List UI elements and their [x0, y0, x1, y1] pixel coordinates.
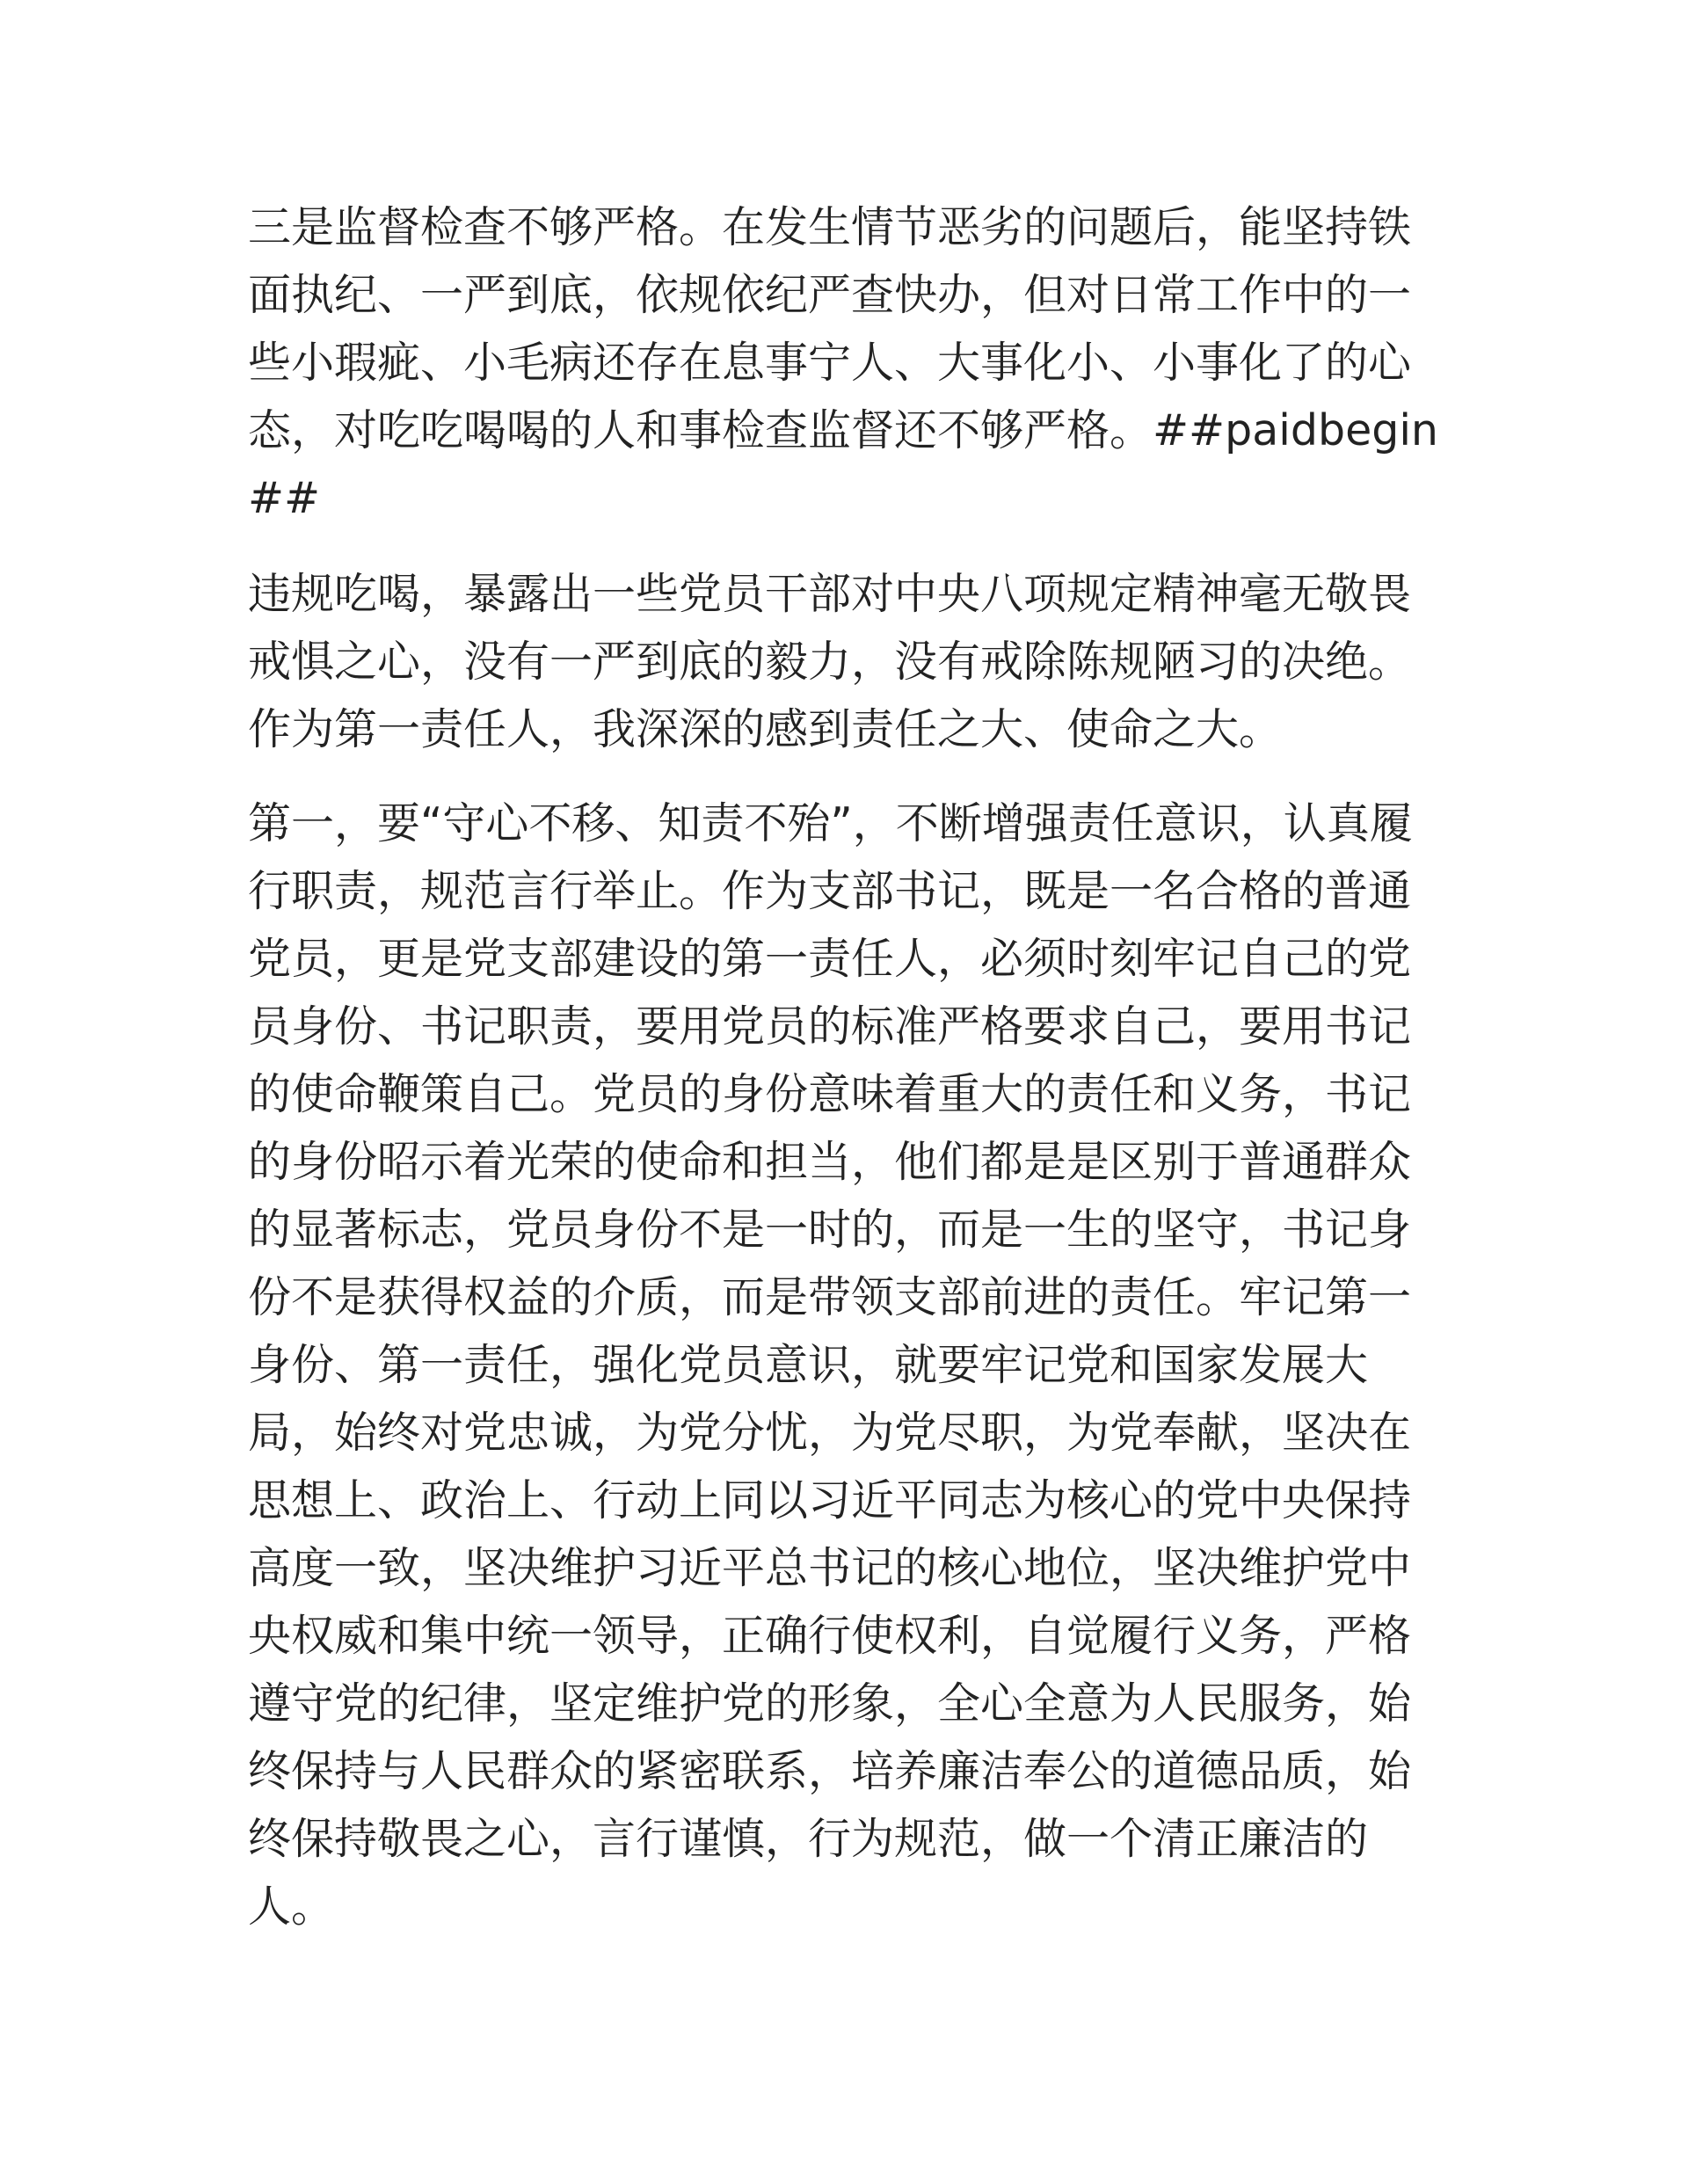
paragraph-responsibility: 第一，要“守心不移、知责不殆”，不断增强责任意识，认真履行职责，规范言行举止。作为支部书记，既是一名合格的普通党员，更是党支部建设的第一责任人，必须时刻牢记自己的党员身份、书记职责，要用党员的标准严格要求自己，要用书记的使命鞭策自己。党员的身份意味着重大的责任和义务，书记的身份昭示着光荣的使命和担当，他们都是是区别于普通群众的显著标志，党员身份不是一时的，而是一生的坚守，书记身份不是获得权益的介质，而是带领支部前进的责任。牢记第一身份、第一责任，强化党员意识，就要牢记党和国家发展大局，始终对党忠诚，为党分忧，为党尽职，为党奉献，坚决在思想上、政治上、行动上同以习近平同志为核心的党中央保持高度一致，坚决维护习近平总书记的核心地位，坚决维护党中央权威和集中统一领导，正确行使权利，自觉履行义务，严格遵守党的纪律，坚定维护党的形象，全心全意为人民服务，始终保持与人民群众的紧密联系，培养廉洁奉公的道德品质，始终保持敬畏之心，言行谨慎，行为规范，做一个清正廉洁的人。	[248, 798, 1413, 1932]
document-body	[248, 193, 1444, 1967]
paragraph-supervision: 三是监督检查不够严格。在发生情节恶劣的问题后，能坚持铁面执纪、一严到底，依规依纪严查快办，但对日常工作中的一些小瑕疵、小毛病还存在息事宁人、大事化小、小事化了的心态，对吃吃喝喝的人和事检查监督还不够严格。##paidbegin##	[248, 202, 1438, 523]
paragraph-violation: 违规吃喝，暴露出一些党员干部对中央八项规定精神毫无敬畏戒惧之心，没有一严到底的毅力，没有戒除陈规陋习的决绝。作为第一责任人，我深深的感到责任之大、使命之大。	[248, 569, 1412, 754]
